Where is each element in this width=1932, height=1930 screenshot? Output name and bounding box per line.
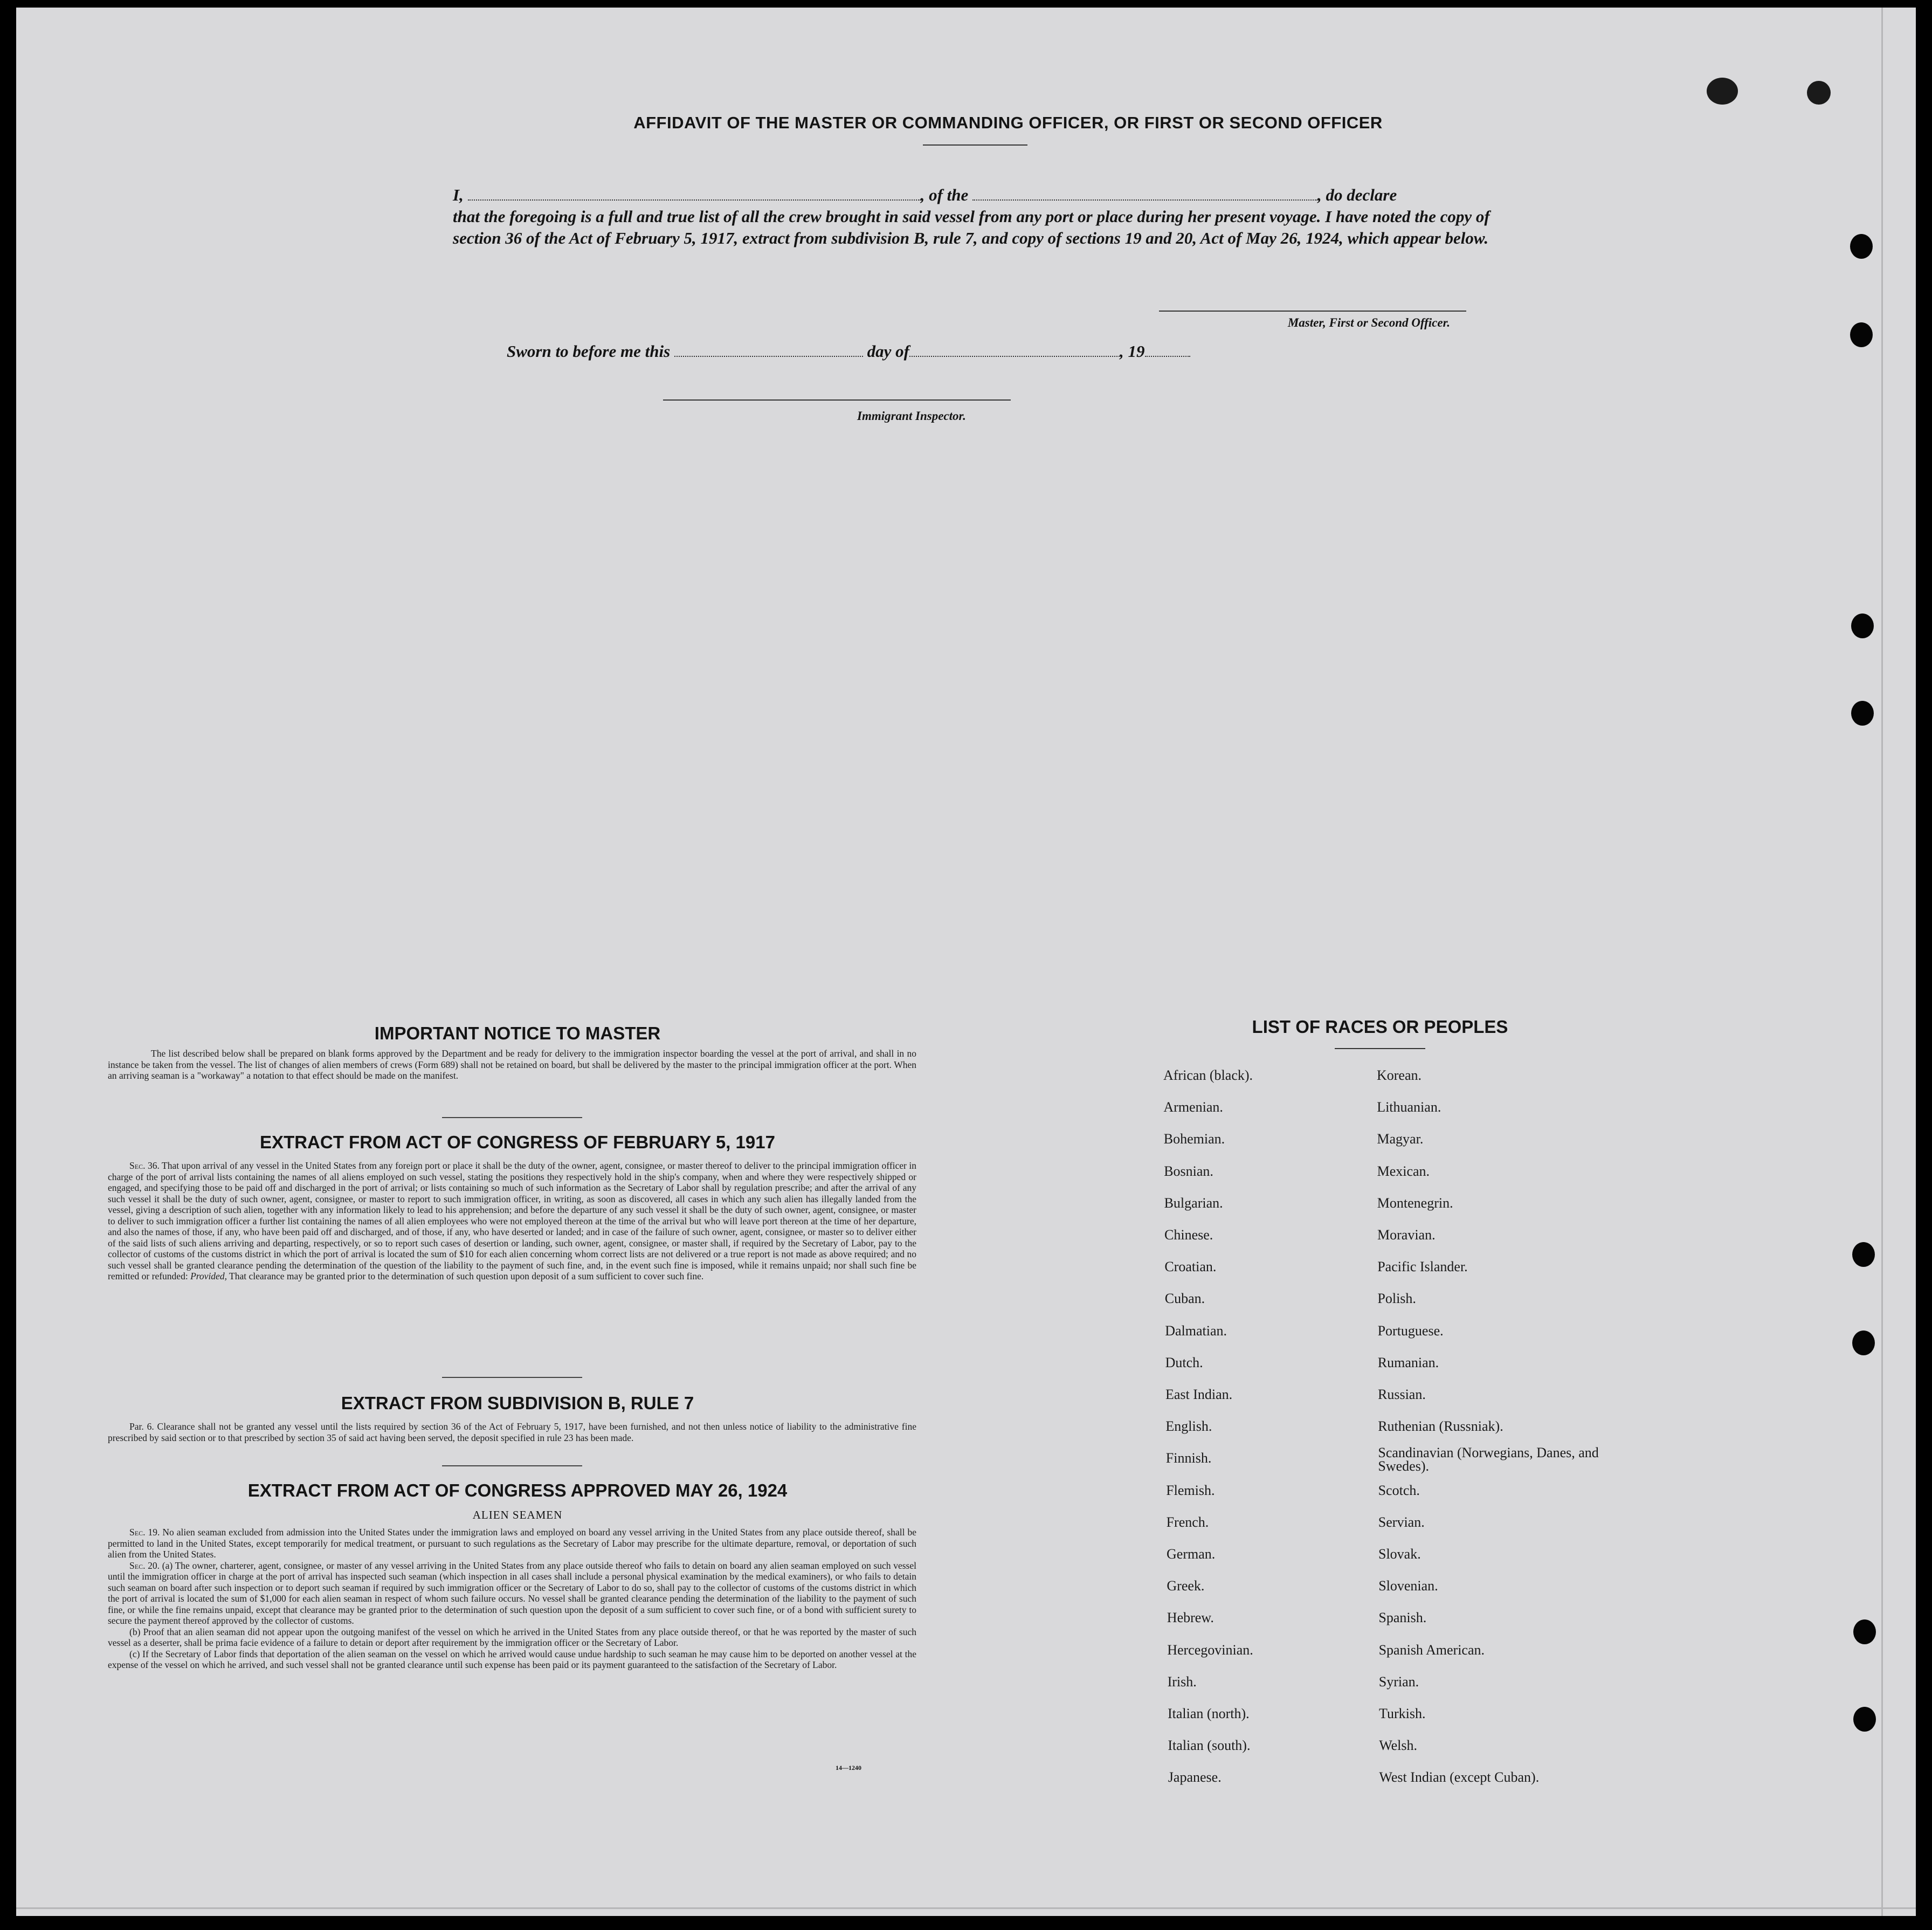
affidavit-first-line — [453, 184, 1509, 206]
do-declare-label: , do declare — [1317, 185, 1397, 204]
proviso-word: Provided, — [190, 1271, 227, 1281]
section-divider — [442, 1117, 582, 1118]
punch-hole — [1850, 322, 1873, 347]
race-item: Welsh. — [1379, 1738, 1418, 1754]
race-item: Moravian. — [1377, 1227, 1436, 1243]
race-item: Russian. — [1378, 1387, 1426, 1402]
race-item: Turkish. — [1379, 1706, 1426, 1721]
notice-heading: IMPORTANT NOTICE TO MASTER — [374, 1023, 661, 1043]
race-item: Montenegrin. — [1377, 1195, 1453, 1211]
right-edge-fold — [1881, 8, 1883, 1916]
sworn-date-blank[interactable] — [674, 342, 863, 357]
extract-1924-text — [108, 1527, 916, 1671]
punch-hole — [1851, 701, 1874, 726]
race-item: Polish. — [1377, 1291, 1416, 1307]
punch-hole — [1851, 614, 1874, 638]
alien-seamen-subheading: ALIEN SEAMEN — [472, 1508, 563, 1521]
title-underline — [923, 144, 1027, 146]
race-item: Italian (south). — [1168, 1738, 1251, 1754]
race-item: Servian. — [1378, 1514, 1425, 1530]
race-item: Dalmatian. — [1165, 1322, 1227, 1339]
sworn-label: Sworn to before me this — [507, 342, 671, 361]
section-divider — [442, 1465, 582, 1466]
inspector-signature-line[interactable] — [663, 399, 1011, 401]
races-heading: LIST OF RACES OR PEOPLES — [1252, 1017, 1508, 1037]
race-item: African (black). — [1163, 1067, 1253, 1083]
race-item: Mexican. — [1377, 1163, 1430, 1179]
bottom-edge-fold — [16, 1907, 1916, 1909]
race-item: Magyar. — [1377, 1131, 1424, 1147]
inspector-signature-caption: Immigrant Inspector. — [857, 409, 966, 423]
race-item: West Indian (except Cuban). — [1379, 1769, 1540, 1786]
race-item: German. — [1167, 1546, 1216, 1562]
sworn-line — [507, 342, 1315, 361]
races-underline — [1335, 1048, 1425, 1049]
race-item: Japanese. — [1168, 1769, 1222, 1786]
race-item: Lithuanian. — [1377, 1099, 1441, 1115]
race-item: French. — [1166, 1514, 1209, 1530]
sec-20b-text: (b) Proof that an alien seaman did not appear upon the outgoing manifest of the vessel on which he arrived in the United States from any place outside thereof, or that he was reported by the master of such vessel as a deserter, shall be prima facie evidence of a failure to detain or deport after requirement by the immigration officer or the Secretary of Labor. — [108, 1626, 916, 1648]
race-item: Finnish. — [1165, 1450, 1212, 1466]
ink-blot — [1807, 81, 1831, 105]
extract-1924-heading: EXTRACT FROM ACT OF CONGRESS APPROVED MAY 26, 1924 — [247, 1480, 788, 1500]
master-signature-line[interactable] — [1159, 311, 1466, 312]
extract-rule7-text: Par. 6. Clearance shall not be granted any vessel until the lists required by section 36 of the Act of February 5, 1917, have been furnished, and not then unless notice of liability to the administrative fine prescribed by said section or to that prescribed by section 35 of said act having been served, the deposit specified in rule 23 has been made. — [108, 1421, 916, 1443]
sec-20a-text: (a) The owner, charterer, agent, consignee, or master of any vessel arriving in the United States from any place outside thereof who fails to detain on board any alien seaman employed on such vessel until the immigration officer in charge at the port of arrival has inspected such seaman (which inspection in all cases shall include a personal physical examination by the medical examiners), or who fails to detain such seaman on board after such inspection or to deport such seaman if required by such immigration officer or the Secretary of Labor to do so, shall pay to the collector of customs of the customs district in which the port of arrival is located the sum of $1,000 for each alien seaman in respect of whom such failure occurs. No vessel shall be granted clearance pending the determination of the liability to the payment of such fine, or while the fine remains unpaid, except that clearance may be granted prior to the determination of such question upon the deposit of a sum sufficient to cover such fine, or of a bond with sufficient surety to secure the payment thereof approved by the collector of customs. — [108, 1560, 916, 1626]
race-item: Rumanian. — [1377, 1354, 1439, 1370]
race-item: Ruthenian (Russniak). — [1378, 1418, 1503, 1435]
race-item: Flemish. — [1166, 1482, 1215, 1498]
sec-19-text: No alien seaman excluded from admission into the United States under the immigration laws and employed on board any vessel arriving in the United States from any place outside thereof, shall be permitted to land in the United States, except temporarily for medical treatment, or pursuant to such regulations as the Secretary of Labor may prescribe for the ultimate departure, removal, or deportation of such alien from the United States. — [108, 1527, 917, 1560]
punch-hole — [1853, 1707, 1876, 1732]
race-item: Italian (north). — [1168, 1706, 1250, 1721]
race-item: Chinese. — [1164, 1227, 1213, 1243]
of-the-label: , of the — [920, 185, 969, 204]
sec-36-text: That upon arrival of any vessel in the United States from any foreign port or place it shall be the duty of the owner, agent, consignee, or master thereof to deliver to the principal immigration officer in charge of the port of arrival lists containing the names of all aliens employed on such vessel, stating the positions they respectively hold in the ship's company, when and where they were respectively shipped or engaged, and specifying those to be paid off and discharged in the port of arrival; or lists containing so much of such information as the Secretary of Labor shall by regulation prescribe; and after the arrival of any such vessel it shall be the duty of such owner, agent, consignee, or master to report to such immigration officer, in writing, as soon as discovered, all cases in which any such alien has illegally landed from the vessel, giving a description of such alien, together with any information likely to lead to his apprehension; and before the departure of any such vessel it shall be the duty of such owner, agent, consignee, or master to deliver to such immigration officer a further list containing the names of all alien employees who were not employed thereon at the time of the arrival but who will leave port thereon at the time of her departure, and also the names of those, if any, who have been paid off and discharged, and of those, if any, who have deserted or landed; and in case of the failure of such owner, agent, consignee, or master so to deliver either of the said lists of such aliens arriving and departing, respectively, or so to report such cases of desertion or landing, such owner, agent, consignee, or master shall, if required by the Secretary of Labor, pay to the collector of customs of the customs district in which the port of arrival is located the sum of $10 for each alien concerning whom correct lists are not delivered or a true report is not made as above required; and no such vessel shall be granted clearance pending the determination of the question of the liability to the payment of such fine, and, in the event such fine is imposed, while it remains unpaid; nor shall such fine be remitted or refunded: — [108, 1160, 916, 1281]
month-blank[interactable] — [909, 342, 1120, 357]
punch-hole — [1852, 1242, 1875, 1267]
affidavit-statement: that the foregoing is a full and true list of all the crew brought in said vessel from any port or place during her present voyage. I have noted the copy of section 36 of the Act of February 5, 1917, extract from subdivision B, rule 7, and copy of sections 19 and 20, Act of May 26, 1924, which appear below. — [453, 207, 1490, 247]
sec-20c-text: (c) If the Secretary of Labor finds that deportation of the alien seaman on the vessel on which he arrived would cause undue hardship to such seaman he may cause him to be deported on another vessel at the expense of the vessel on which he arrived, and such vessel shall not be granted clearance until such expense has been paid or its payment guaranteed to the satisfaction of the Secretary of Labor. — [108, 1648, 916, 1670]
race-item: Spanish. — [1378, 1610, 1427, 1626]
race-item: Bohemian. — [1163, 1131, 1225, 1147]
race-item: Syrian. — [1378, 1673, 1419, 1690]
extract-rule7-heading: EXTRACT FROM SUBDIVISION B, RULE 7 — [341, 1393, 694, 1413]
section-divider — [442, 1377, 582, 1378]
vessel-blank[interactable] — [972, 185, 1317, 201]
master-signature-caption: Master, First or Second Officer. — [1287, 316, 1450, 329]
race-item: Croatian. — [1164, 1259, 1217, 1275]
race-item: Bulgarian. — [1164, 1195, 1223, 1211]
form-number: 14—1240 — [836, 1764, 861, 1772]
race-item: Portuguese. — [1377, 1322, 1444, 1339]
ink-blot — [1707, 78, 1738, 105]
punch-hole — [1850, 234, 1873, 259]
race-item: English. — [1165, 1418, 1212, 1435]
extract-1917-heading: EXTRACT FROM ACT OF CONGRESS OF FEBRUARY 5, 1917 — [260, 1132, 775, 1152]
race-item: Hebrew. — [1167, 1610, 1214, 1626]
race-item: Irish. — [1167, 1673, 1197, 1690]
sec-20-label: Sec. 20. — [129, 1560, 160, 1571]
proviso-text: That clearance may be granted prior to the determination of such question upon deposit of a sum sufficient to cover such fine. — [229, 1271, 704, 1281]
race-item: Spanish American. — [1378, 1642, 1485, 1658]
punch-hole — [1853, 1619, 1876, 1644]
day-of-label: day of — [867, 342, 909, 361]
affidavit-i-label: I, — [453, 185, 464, 204]
race-item: Bosnian. — [1164, 1163, 1213, 1179]
race-item: Hercegovinian. — [1167, 1642, 1253, 1658]
year-label: , 19 — [1120, 342, 1145, 361]
race-item: Korean. — [1377, 1067, 1422, 1083]
race-item: Slovenian. — [1378, 1578, 1438, 1594]
document-page — [16, 8, 1916, 1916]
sec-19-label: Sec. 19. — [129, 1527, 160, 1538]
notice-text: The list described below shall be prepared on blank forms approved by the Department and be ready for delivery to the immigration inspector boarding the vessel at the port of arrival, and shall in no instance be taken from the vessel. The list of changes of alien members of crews (Form 689) shall not be retained on board, but shall be delivered by the master to the principal immigration officer at the port. When an arriving seaman is a "workaway" a notation to that effect should be made on the manifest. — [108, 1048, 916, 1081]
affidavit-body — [453, 184, 1509, 249]
race-item: Scandinavian (Norwegians, Danes, and Swedes). — [1378, 1445, 1599, 1474]
year-blank[interactable] — [1145, 342, 1190, 357]
sec-36-label: Sec. 36. — [129, 1160, 160, 1171]
name-blank[interactable] — [468, 185, 921, 201]
race-item: Slovak. — [1378, 1546, 1421, 1562]
race-item: Armenian. — [1163, 1099, 1223, 1115]
race-item: East Indian. — [1165, 1387, 1233, 1402]
punch-hole — [1852, 1331, 1875, 1355]
race-item: Cuban. — [1164, 1291, 1205, 1307]
race-item: Greek. — [1167, 1578, 1205, 1594]
race-item: Scotch. — [1378, 1482, 1420, 1498]
race-item: Dutch. — [1165, 1354, 1203, 1370]
affidavit-title: AFFIDAVIT OF THE MASTER OR COMMANDING OFFICER, OR FIRST OR SECOND OFFICER — [633, 113, 1383, 132]
race-item: Pacific Islander. — [1377, 1259, 1468, 1275]
extract-1917-text — [108, 1160, 916, 1282]
